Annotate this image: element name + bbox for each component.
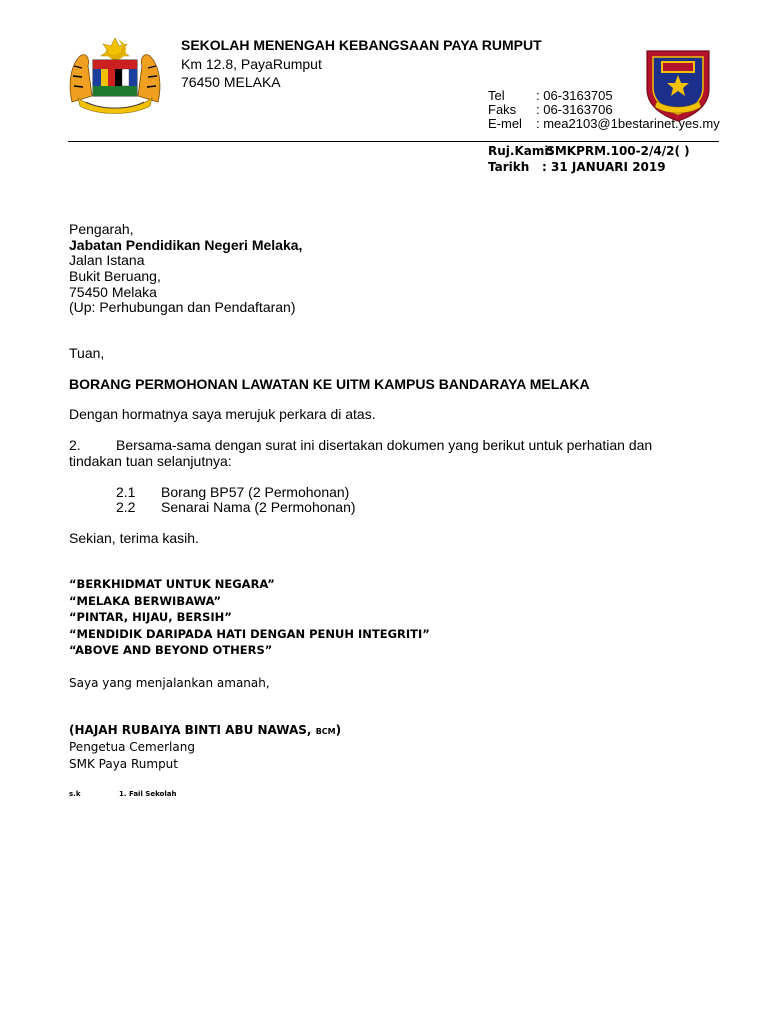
paragraph-2-line-1: Bersama-sama dengan surat ini disertakan dokumen yang berikut untuk perhatian dan <box>116 437 653 453</box>
list-item-number: 2.2 <box>116 499 136 515</box>
motto-line: “BERKHIDMAT UNTUK NEGARA” <box>69 577 275 591</box>
signatory-close-paren: ) <box>335 723 342 737</box>
fax-label: Faks <box>488 102 517 117</box>
signatory-organization: SMK Paya Rumput <box>69 757 178 771</box>
tel-row <box>488 88 613 103</box>
reference-label: Ruj.Kami: <box>488 144 554 158</box>
email-value: : mea2103@1bestarinet.yes.my <box>536 116 720 131</box>
paragraph-2-line-2: tindakan tuan selanjutnya: <box>69 453 232 469</box>
motto-line: “ABOVE AND BEYOND OTHERS” <box>69 643 273 657</box>
recipient-line-1: Pengarah, <box>69 221 134 237</box>
motto-line: “PINTAR, HIJAU, BERSIH” <box>69 610 232 624</box>
salutation: Tuan, <box>69 345 105 361</box>
cc-label: s.k <box>69 790 81 798</box>
recipient-line-2: Jabatan Pendidikan Negeri Melaka, <box>69 237 303 253</box>
signatory-honorific: BCM <box>315 727 336 736</box>
tel-value: : 06-3163705 <box>536 88 613 103</box>
recipient-line-5: 75450 Melaka <box>69 284 157 300</box>
reference-row <box>488 144 690 158</box>
cc-item: 1. Fail Sekolah <box>119 790 177 798</box>
recipient-line-6: (Up: Perhubungan dan Pendaftaran) <box>69 299 296 315</box>
paragraph-1: Dengan hormatnya saya merujuk perkara di atas. <box>69 406 376 422</box>
list-item-number: 2.1 <box>116 484 136 500</box>
subject-line: BORANG PERMOHONAN LAWATAN KE UITM KAMPUS BANDARAYA MELAKA <box>69 376 590 392</box>
school-name: SEKOLAH MENENGAH KEBANGSAAN PAYA RUMPUT <box>181 37 542 53</box>
signature-intro: Saya yang menjalankan amanah, <box>69 676 270 690</box>
reference-value: SMKPRM.100-2/4/2( ) <box>546 144 690 158</box>
list-item-text: Senarai Nama (2 Permohonan) <box>161 499 356 515</box>
motto-line: “MELAKA BERWIBAWA” <box>69 594 222 608</box>
signatory-title: Pengetua Cemerlang <box>69 740 195 754</box>
tel-label: Tel <box>488 88 505 103</box>
date-value: : 31 JANUARI 2019 <box>542 160 666 174</box>
address-line-1: Km 12.8, PayaRumput <box>181 56 322 72</box>
date-row <box>488 160 666 174</box>
signatory-name-text: (HAJAH RUBAIYA BINTI ABU NAWAS, <box>69 723 312 737</box>
address-line-2: 76450 MELAKA <box>181 74 281 90</box>
list-item-text: Borang BP57 (2 Permohonan) <box>161 484 350 500</box>
malaysia-coat-of-arms-icon <box>66 36 164 114</box>
signatory-name <box>69 723 341 737</box>
email-label: E-mel <box>488 116 522 131</box>
date-label: Tarikh <box>488 160 530 174</box>
email-row <box>488 116 720 131</box>
motto-line: “MENDIDIK DARIPADA HATI DENGAN PENUH INTEGRITI” <box>69 627 430 641</box>
header-divider <box>68 141 719 142</box>
recipient-line-3: Jalan Istana <box>69 252 145 268</box>
fax-row <box>488 102 613 117</box>
recipient-line-4: Bukit Beruang, <box>69 268 161 284</box>
school-badge-icon <box>641 45 715 122</box>
closing: Sekian, terima kasih. <box>69 530 199 546</box>
paragraph-2-number: 2. <box>69 437 81 453</box>
fax-value: : 06-3163706 <box>536 102 613 117</box>
